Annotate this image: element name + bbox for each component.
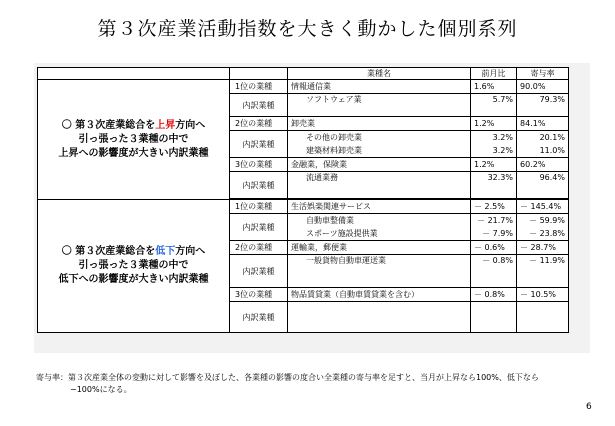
industry-name: 物品賃貸業（自動車賃貸業を含む）	[288, 288, 471, 302]
sub-mom-value: 3.2%	[471, 131, 517, 145]
header-blank-rank	[230, 68, 288, 80]
sub-contrib-value: － 23.8%	[517, 227, 569, 241]
sub-industry-name	[288, 302, 471, 333]
up-highlight: 上昇	[155, 119, 176, 131]
header-contrib: 寄与率	[517, 68, 569, 80]
sub-industry-name: 一般貨物自動車運送業	[288, 255, 471, 288]
industry-name: 金融業，保険業	[288, 158, 471, 172]
up-lead: 〇 第３次産業総合を	[61, 119, 156, 131]
up-tail: 方向へ	[175, 119, 206, 131]
rank-cell: 1位の業種	[230, 200, 288, 214]
sub-mom-value: － 0.8%	[471, 255, 517, 288]
sub-industry-name: その他の卸売業	[288, 131, 471, 145]
sub-mom-value: 32.3%	[471, 172, 517, 199]
industry-name: 卸売業	[288, 117, 471, 131]
mom-value: 1.2%	[471, 117, 517, 131]
down-group-label	[38, 200, 230, 333]
sub-mom-value: 5.7%	[471, 94, 517, 117]
header-mom: 前月比	[471, 68, 517, 80]
contrib-value: － 28.7%	[517, 241, 569, 255]
sub-contrib-value	[517, 302, 569, 333]
footnote-line2: −100%になる。	[70, 385, 132, 394]
header-row	[38, 68, 569, 80]
sub-contrib-value: 11.0%	[517, 144, 569, 158]
page-title: 第３次産業活動指数を大きく動かした個別系列	[97, 18, 518, 40]
rank-cell: 2位の業種	[230, 241, 288, 255]
table-row	[38, 200, 569, 214]
footnote-line1: 寄与率：第３次産業全体の変動に対して影響を及ぼした、各業種の影響の度合い全業種の寄与率を足すと、当月が上昇なら100%、低下なら	[36, 373, 539, 382]
mom-value: 1.6%	[471, 80, 517, 94]
rank-cell: 3位の業種	[230, 158, 288, 172]
industry-table	[37, 67, 569, 333]
sub-industry-name: 自動車整備業	[288, 214, 471, 228]
footnote	[36, 372, 576, 396]
industry-name: 生活娯楽関連サービス	[288, 200, 471, 214]
down-line3: 低下への影響度が大きい内訳業種	[58, 274, 209, 285]
mom-value: － 0.6%	[471, 241, 517, 255]
rank-cell: 2位の業種	[230, 117, 288, 131]
sub-mom-value: 3.2%	[471, 144, 517, 158]
down-line2: 引っ張った３業種の中で	[78, 260, 189, 271]
up-group-label	[38, 80, 230, 200]
sub-industry-name: 流通業務	[288, 172, 471, 199]
sub-label: 内訳業種	[230, 131, 288, 158]
rank-cell: 3位の業種	[230, 288, 288, 302]
rank-cell: 1位の業種	[230, 80, 288, 94]
industry-name: 情報通信業	[288, 80, 471, 94]
contrib-value: － 145.4%	[517, 200, 569, 214]
down-tail: 方向へ	[175, 246, 206, 257]
mom-value: 1.2%	[471, 158, 517, 172]
industry-name: 運輸業，郵便業	[288, 241, 471, 255]
sub-industry-name: スポーツ施設提供業	[288, 227, 471, 241]
sub-contrib-value: 79.3%	[517, 94, 569, 117]
up-line2: 引っ張った３業種の中で	[78, 133, 189, 145]
down-highlight: 低下	[155, 246, 176, 257]
contrib-value: 90.0%	[517, 80, 569, 94]
sub-contrib-value: 96.4%	[517, 172, 569, 199]
sub-mom-value	[471, 302, 517, 333]
sub-label: 内訳業種	[230, 302, 288, 333]
table-row	[38, 80, 569, 94]
page-number: 6	[586, 402, 592, 412]
sub-mom-value: － 21.7%	[471, 214, 517, 228]
sub-contrib-value: 20.1%	[517, 131, 569, 145]
sub-label: 内訳業種	[230, 214, 288, 241]
header-industry: 業種名	[288, 68, 471, 80]
up-line3: 上昇への影響度が大きい内訳業種	[58, 147, 209, 159]
down-lead: 〇 第３次産業総合を	[61, 246, 156, 257]
mom-value: － 2.5%	[471, 200, 517, 214]
sub-industry-name: 建築材料卸売業	[288, 144, 471, 158]
contrib-value: － 10.5%	[517, 288, 569, 302]
header-blank	[38, 68, 230, 80]
sub-industry-name: ソフトウェア業	[288, 94, 471, 117]
contrib-value: 60.2%	[517, 158, 569, 172]
contrib-value: 84.1%	[517, 117, 569, 131]
sub-contrib-value: － 59.9%	[517, 214, 569, 228]
sub-label: 内訳業種	[230, 172, 288, 199]
sub-label: 内訳業種	[230, 94, 288, 117]
sub-label: 内訳業種	[230, 255, 288, 288]
sub-mom-value: － 7.9%	[471, 227, 517, 241]
mom-value: － 0.8%	[471, 288, 517, 302]
sub-contrib-value: － 11.9%	[517, 255, 569, 288]
